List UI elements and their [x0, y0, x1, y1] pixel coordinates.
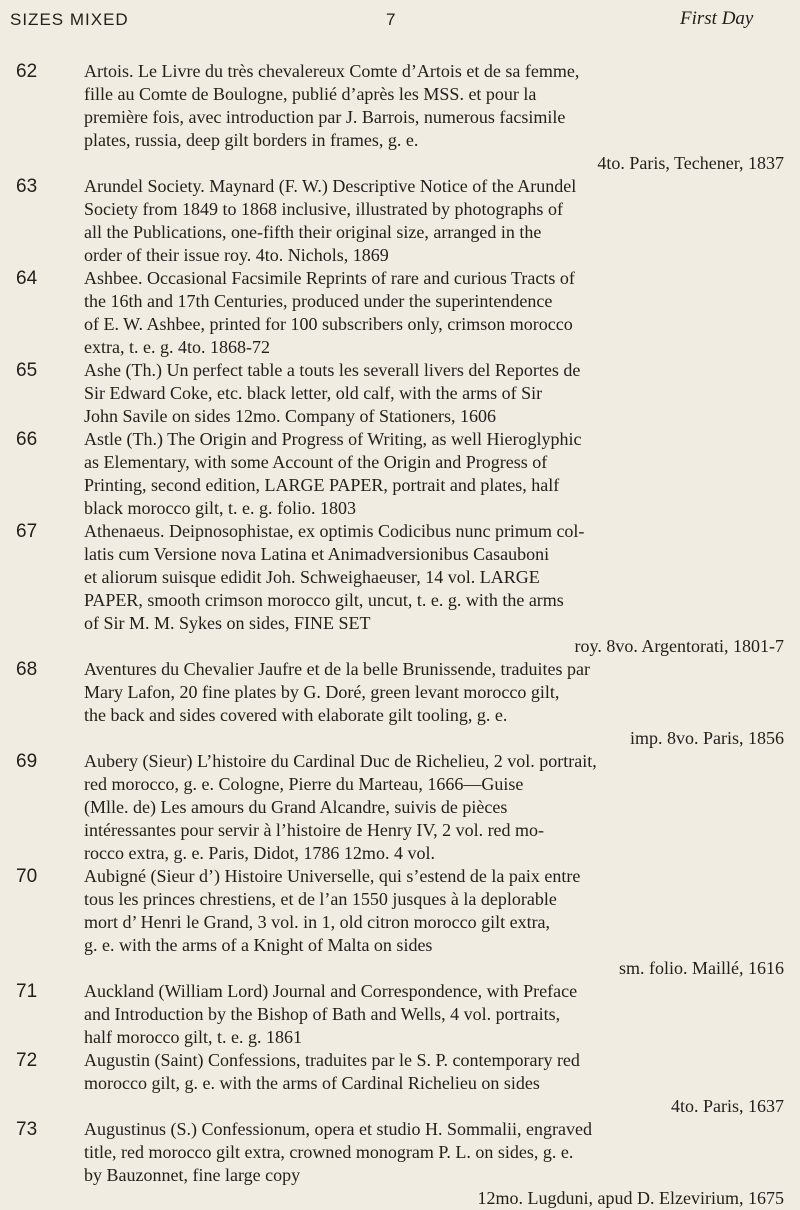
lot-description: [84, 60, 784, 175]
catalogue-entry: [0, 980, 800, 1049]
lot-number: 70: [16, 866, 38, 887]
lot-number: 67: [16, 521, 38, 542]
lot-number: 64: [16, 268, 38, 289]
description-line: PAPER, smooth crimson morocco gilt, uncut, t. e. g. with the arms: [84, 590, 564, 610]
catalogue-entry: [0, 520, 800, 658]
description-line: plates, russia, deep gilt borders in frames, g. e.: [84, 130, 419, 150]
catalogue-entry: [0, 267, 800, 359]
description-line: Ashe (Th.) Un perfect table a touts les severall livers del Reportes de: [84, 360, 581, 380]
catalogue-entry: [0, 750, 800, 865]
description-line: Aubery (Sieur) L’histoire du Cardinal Duc de Richelieu, 2 vol. portrait,: [84, 751, 597, 771]
lot-number: 69: [16, 751, 38, 772]
description-line: Artois. Le Livre du très chevalereux Comte d’Artois et de sa femme,: [84, 61, 580, 81]
lot-number: 65: [16, 360, 38, 381]
lot-description: [84, 1118, 784, 1210]
description-line: et aliorum suisque edidit Joh. Schweighaeuser, 14 vol. LARGE: [84, 567, 540, 587]
lot-number: 63: [16, 176, 38, 197]
description-line: order of their issue roy. 4to. Nichols, 1869: [84, 245, 389, 265]
lot-imprint: 4to. Paris, 1637: [670, 1096, 784, 1116]
description-line: as Elementary, with some Account of the Origin and Progress of: [84, 452, 548, 472]
description-line: tous les princes chrestiens, et de l’an 1550 jusques à la deplorable: [84, 889, 557, 909]
lot-imprint: sm. folio. Maillé, 1616: [619, 958, 784, 978]
lot-number: 71: [16, 981, 38, 1002]
description-line: half morocco gilt, t. e. g. 1861: [84, 1027, 302, 1047]
catalogue-entry: [0, 60, 800, 175]
description-line: extra, t. e. g. 4to. 1868-72: [84, 337, 270, 357]
description-line: Aventures du Chevalier Jaufre et de la belle Brunissende, traduites par: [84, 659, 590, 679]
lot-description: [84, 980, 784, 1049]
description-line: intéressantes pour servir à l’histoire de Henry IV, 2 vol. red mo-: [84, 820, 545, 840]
lot-description: [84, 1049, 784, 1118]
running-head-sale-day: First Day: [680, 8, 754, 29]
description-line: of E. W. Ashbee, printed for 100 subscribers only, crimson morocco: [84, 314, 573, 334]
description-line: by Bauzonnet, fine large copy: [84, 1165, 301, 1185]
description-line: black morocco gilt, t. e. g. folio. 1803: [84, 498, 356, 518]
catalogue-entry: [0, 865, 800, 980]
description-line: latis cum Versione nova Latina et Animadversionibus Casauboni: [84, 544, 550, 564]
lot-description: [84, 750, 784, 865]
description-line: rocco extra, g. e. Paris, Didot, 1786 12mo. 4 vol.: [84, 843, 435, 863]
description-line: Mary Lafon, 20 fine plates by G. Doré, green levant morocco gilt,: [84, 682, 560, 702]
catalogue-listing: [0, 60, 800, 1210]
lot-description: [84, 428, 784, 520]
description-line: the 16th and 17th Centuries, produced under the superintendence: [84, 291, 553, 311]
description-line: Printing, second edition, LARGE PAPER, portrait and plates, half: [84, 475, 560, 495]
description-line: title, red morocco gilt extra, crowned monogram P. L. on sides, g. e.: [84, 1142, 574, 1162]
description-line: the back and sides covered with elaborate gilt tooling, g. e.: [84, 705, 508, 725]
running-head: [0, 6, 800, 34]
description-line: mort d’ Henri le Grand, 3 vol. in 1, old citron morocco gilt extra,: [84, 912, 551, 932]
description-line: Augustin (Saint) Confessions, traduites par le S. P. contemporary red: [84, 1050, 580, 1070]
description-line: red morocco, g. e. Cologne, Pierre du Marteau, 1666—Guise: [84, 774, 524, 794]
catalogue-entry: [0, 1118, 800, 1210]
lot-description: [84, 520, 784, 658]
lot-description: [84, 267, 784, 359]
description-line: Ashbee. Occasional Facsimile Reprints of rare and curious Tracts of: [84, 268, 575, 288]
description-line: John Savile on sides 12mo. Company of Stationers, 1606: [84, 406, 496, 426]
lot-number: 72: [16, 1050, 38, 1071]
description-line: Arundel Society. Maynard (F. W.) Descriptive Notice of the Arundel: [84, 176, 577, 196]
catalogue-entry: [0, 359, 800, 428]
description-line: Athenaeus. Deipnosophistae, ex optimis Codicibus nunc primum col-: [84, 521, 585, 541]
description-line: Auckland (William Lord) Journal and Correspondence, with Preface: [84, 981, 578, 1001]
lot-description: [84, 658, 784, 750]
lot-number: 73: [16, 1119, 38, 1140]
description-line: Society from 1849 to 1868 inclusive, illustrated by photographs of: [84, 199, 563, 219]
description-line: of Sir M. M. Sykes on sides, FINE SET: [84, 613, 371, 633]
description-line: morocco gilt, g. e. with the arms of Cardinal Richelieu on sides: [84, 1073, 540, 1093]
page-number: 7: [386, 10, 397, 29]
lot-imprint: 12mo. Lugduni, apud D. Elzevirium, 1675: [477, 1188, 784, 1208]
lot-number: 66: [16, 429, 38, 450]
lot-imprint: roy. 8vo. Argentorati, 1801-7: [574, 636, 784, 656]
description-line: Astle (Th.) The Origin and Progress of Writing, as well Hieroglyphic: [84, 429, 582, 449]
catalogue-entry: [0, 658, 800, 750]
lot-description: [84, 175, 784, 267]
running-head-section: SIZES MIXED: [10, 10, 129, 29]
lot-imprint: imp. 8vo. Paris, 1856: [629, 728, 784, 748]
description-line: all the Publications, one-fifth their original size, arranged in the: [84, 222, 542, 242]
description-line: première fois, avec introduction par J. Barrois, numerous facsimile: [84, 107, 566, 127]
catalogue-entry: [0, 1049, 800, 1118]
description-line: Augustinus (S.) Confessionum, opera et studio H. Sommalii, engraved: [84, 1119, 592, 1139]
catalogue-entry: [0, 175, 800, 267]
lot-number: 68: [16, 659, 38, 680]
description-line: Aubigné (Sieur d’) Histoire Universelle, qui s’estend de la paix entre: [84, 866, 581, 886]
description-line: fille au Comte de Boulogne, publié d’après les MSS. et pour la: [84, 84, 537, 104]
description-line: g. e. with the arms of a Knight of Malta on sides: [84, 935, 433, 955]
description-line: Sir Edward Coke, etc. black letter, old calf, with the arms of Sir: [84, 383, 543, 403]
lot-description: [84, 359, 784, 428]
lot-imprint: 4to. Paris, Techener, 1837: [597, 153, 784, 173]
description-line: and Introduction by the Bishop of Bath and Wells, 4 vol. portraits,: [84, 1004, 561, 1024]
lot-description: [84, 865, 784, 980]
catalogue-entry: [0, 428, 800, 520]
lot-number: 62: [16, 61, 38, 82]
description-line: (Mlle. de) Les amours du Grand Alcandre, suivis de pièces: [84, 797, 508, 817]
